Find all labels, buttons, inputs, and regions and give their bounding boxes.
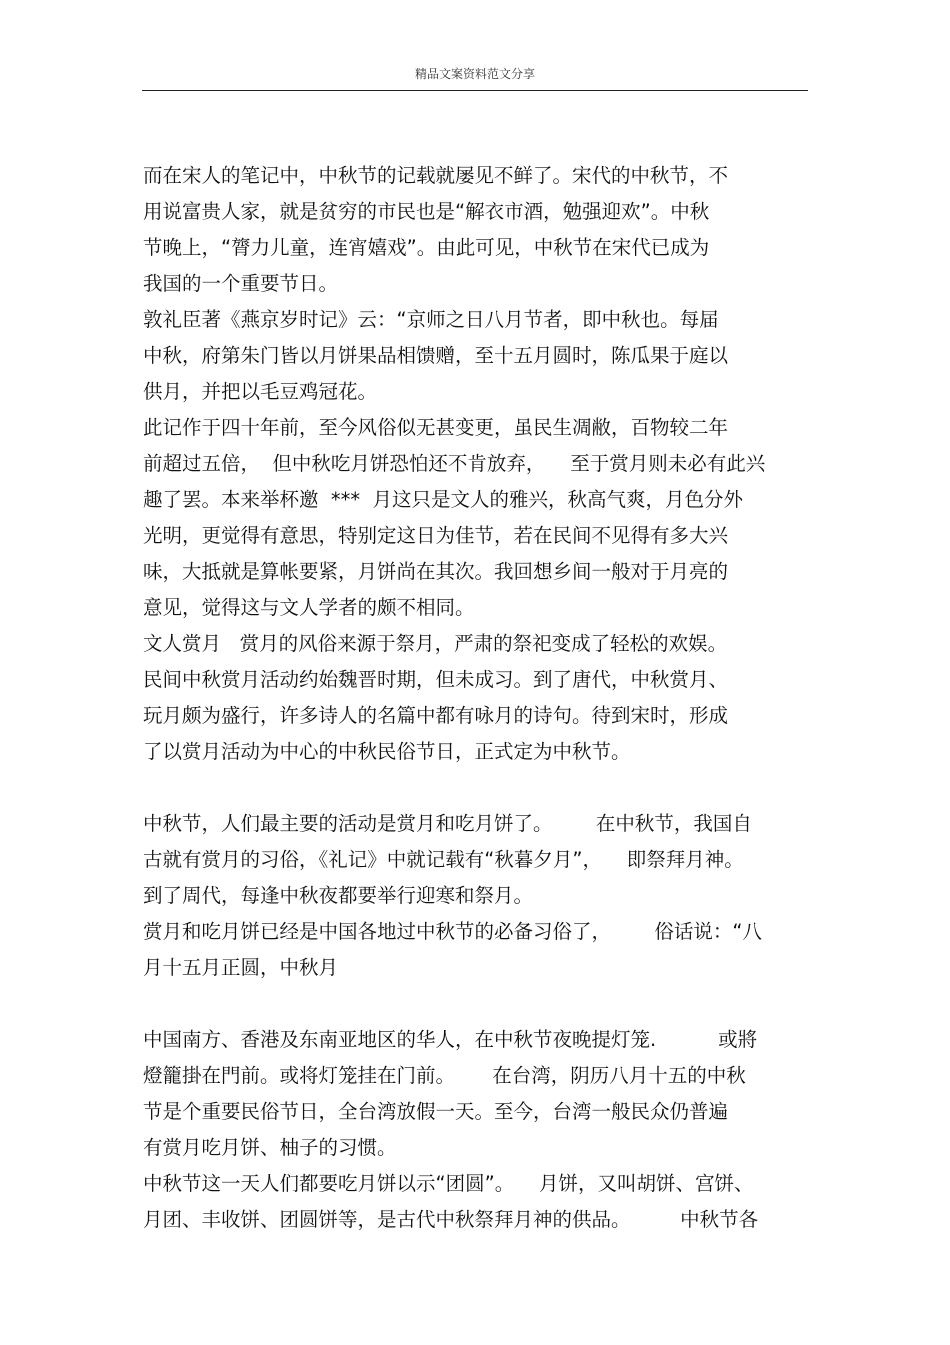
text-line: 节晚上，“膂力儿童，连宵嬉戏”。由此可见，中秋节在宋代已成为 xyxy=(143,236,710,259)
paragraph xyxy=(143,302,813,410)
text-line: 民间中秋赏月活动约始魏晋时期，但未成习。到了唐代，中秋赏月、 xyxy=(143,668,729,691)
text-line: 中国南方、香港及东南亚地区的华人，在中秋节夜晚提灯笼. 或將 xyxy=(143,1028,758,1051)
text-line: 供月，并把以毛豆鸡冠花。 xyxy=(143,380,378,403)
text-line: 此记作于四十年前，至今风俗似无甚变更，虽民生凋敝，百物较二年 xyxy=(143,416,729,439)
header-divider xyxy=(142,90,808,91)
paragraph-spacer xyxy=(143,770,813,806)
text-line: 文人赏月 赏月的风俗来源于祭月，严肃的祭祀变成了轻松的欢娱。 xyxy=(143,632,728,655)
text-line: 赏月和吃月饼已经是中国各地过中秋节的必备习俗了， 俗话说：“八 xyxy=(143,920,762,943)
text-line: 用说富贵人家，就是贫穷的市民也是“解衣市酒，勉强迎欢”。中秋 xyxy=(143,200,710,223)
text-line: 光明，更觉得有意思，特别定这日为佳节，若在民间不见得有多大兴 xyxy=(143,524,729,547)
text-line: 古就有赏月的习俗，《礼记》中就记载有“秋暮夕月”， 即祭拜月神。 xyxy=(143,848,744,871)
text-line: 趣了罢。本来举杯邀 *** 月这只是文人的雅兴，秋高气爽，月色分外 xyxy=(143,488,744,511)
text-line: 中秋节这一天人们都要吃月饼以示“团圆”。 月饼，又叫胡饼、宫饼、 xyxy=(143,1172,754,1195)
text-line: 了以赏月活动为中心的中秋民俗节日，正式定为中秋节。 xyxy=(143,740,631,763)
paragraph-spacer xyxy=(143,986,813,1022)
paragraph xyxy=(143,662,813,770)
text-line: 中秋，府第朱门皆以月饼果品相馈赠，至十五月圆时，陈瓜果于庭以 xyxy=(143,344,729,367)
paragraph xyxy=(143,806,813,914)
paragraph xyxy=(143,914,813,986)
text-line: 敦礼臣著《燕京岁时记》云：“京师之日八月节者，即中秋也。每届 xyxy=(143,308,719,331)
text-line: 意见，觉得这与文人学者的颇不相同。 xyxy=(143,596,475,619)
text-line: 节是个重要民俗节日，全台湾放假一天。至今，台湾一般民众仍普遍 xyxy=(143,1100,729,1123)
page-header-title: 精品文案资料范文分享 xyxy=(414,67,535,81)
text-line: 到了周代，每逢中秋夜都要举行迎寒和祭月。 xyxy=(143,884,534,907)
text-line: 燈籠掛在門前。或将灯笼挂在门前。 在台湾，阴历八月十五的中秋 xyxy=(143,1064,746,1087)
text-line: 我国的一个重要节日。 xyxy=(143,272,339,295)
paragraph xyxy=(143,626,813,662)
text-line: 前超过五倍， 但中秋吃月饼恐怕还不肯放弃， 至于赏月则未必有此兴 xyxy=(143,452,766,475)
text-line: 而在宋人的笔记中，中秋节的记载就屡见不鲜了。宋代的中秋节，不 xyxy=(143,164,729,187)
document-body xyxy=(143,158,813,1238)
text-line: 月十五月正圆，中秋月 xyxy=(143,956,339,979)
text-line: 中秋节，人们最主要的活动是赏月和吃月饼了。 在中秋节，我国自 xyxy=(143,812,752,835)
text-line: 月团、丰收饼、团圆饼等，是古代中秋祭拜月神的供品。 中秋节各 xyxy=(143,1208,759,1231)
paragraph xyxy=(143,410,813,626)
paragraph xyxy=(143,158,813,302)
text-line: 味，大抵就是算帐要紧，月饼尚在其次。我回想乡间一般对于月亮的 xyxy=(143,560,729,583)
paragraph xyxy=(143,1022,813,1166)
paragraph xyxy=(143,1166,813,1238)
text-line: 玩月颇为盛行，许多诗人的名篇中都有咏月的诗句。待到宋时，形成 xyxy=(143,704,729,727)
text-line: 有赏月吃月饼、柚子的习惯。 xyxy=(143,1136,397,1159)
